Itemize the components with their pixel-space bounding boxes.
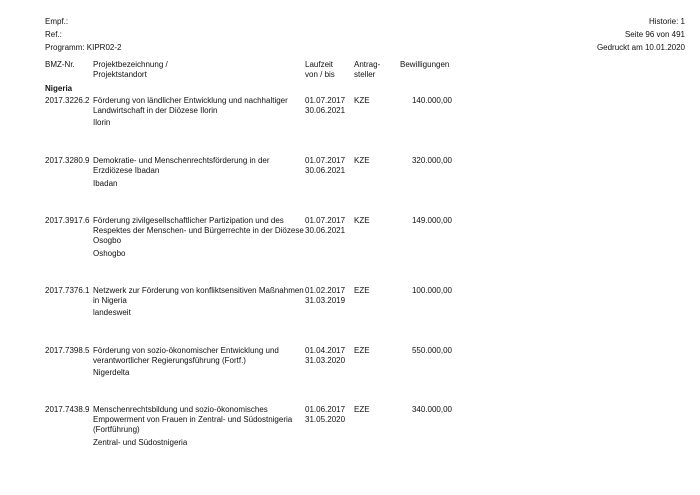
end-date: 31.05.2020	[305, 415, 346, 424]
amount: 140.000,00	[411, 96, 452, 105]
column-header-von-bis: von / bis	[305, 70, 335, 79]
end-date: 31.03.2020	[305, 356, 346, 365]
page-number: Seite 96 von 491	[624, 30, 685, 39]
start-date: 01.07.2017	[305, 96, 346, 105]
country-heading: Nigeria	[45, 84, 73, 93]
project-title: Förderung zivilgesellschaftlicher Partizipation und des Respektes der Menschen- und Bürgerrechte in der Diözese Osogbo	[93, 216, 304, 245]
column-header-laufzeit: Laufzeit	[305, 60, 334, 69]
table-row	[0, 96, 700, 156]
bmz-number: 2017.7376.1	[45, 286, 90, 295]
project-location: landesweit	[93, 308, 131, 317]
end-date: 30.06.2021	[305, 166, 346, 175]
start-date: 01.04.2017	[305, 346, 346, 355]
amount: 550.000,00	[411, 346, 452, 355]
ref-label: Ref.:	[45, 30, 62, 39]
column-header-standort: Projektstandort	[93, 70, 147, 79]
bmz-number: 2017.7438.9	[45, 405, 90, 414]
print-date: Gedruckt am 10.01.2020	[596, 43, 685, 52]
project-title: Förderung von sozio-ökonomischer Entwicklung und verantwortlicher Regierungsführung (Fortf.)	[93, 346, 279, 365]
empf-label: Empf.:	[45, 17, 69, 26]
historie-label: Historie: 1	[648, 17, 685, 26]
bmz-number: 2017.3917.6	[45, 216, 90, 225]
project-location: Ilorin	[93, 118, 111, 127]
start-date: 01.07.2017	[305, 156, 346, 165]
end-date: 30.06.2021	[305, 226, 346, 235]
project-location: Ibadan	[93, 179, 118, 188]
applicant: EZE	[354, 405, 370, 414]
start-date: 01.06.2017	[305, 405, 346, 414]
amount: 340.000,00	[411, 405, 452, 414]
project-location: Zentral- und Südostnigeria	[93, 438, 188, 447]
applicant: KZE	[354, 216, 370, 225]
applicant: EZE	[354, 286, 370, 295]
applicant: EZE	[354, 346, 370, 355]
end-date: 31.03.2019	[305, 296, 346, 305]
programm-label: Programm: KIPR02-2	[45, 43, 122, 52]
end-date: 30.06.2021	[305, 106, 346, 115]
column-header-steller: steller	[354, 70, 376, 79]
amount: 100.000,00	[411, 286, 452, 295]
column-header-antrag: Antrag-	[354, 60, 381, 69]
bmz-number: 2017.3226.2	[45, 96, 90, 105]
applicant: KZE	[354, 156, 370, 165]
column-header-bmz: BMZ-Nr.	[45, 60, 75, 69]
amount: 149.000,00	[411, 216, 452, 225]
project-location: Oshogbo	[93, 249, 126, 258]
project-location: Nigerdelta	[93, 368, 130, 377]
bmz-number: 2017.3280.9	[45, 156, 90, 165]
column-header-bezeichnung: Projektbezeichnung /	[93, 60, 168, 69]
table-row	[0, 405, 700, 465]
table-row	[0, 286, 700, 346]
table-row	[0, 156, 700, 216]
project-title: Demokratie- und Menschenrechtsförderung in der Erzdiözese Ibadan	[93, 156, 270, 175]
project-title: Menschenrechtsbildung und sozio-ökonomisches Empowerment von Frauen in Zentral- und Südostnigeria (Fortführung)	[93, 405, 293, 434]
amount: 320.000,00	[411, 156, 452, 165]
column-header-bewilligungen: Bewilligungen	[400, 60, 450, 69]
start-date: 01.02.2017	[305, 286, 346, 295]
project-title: Förderung von ländlicher Entwicklung und nachhaltiger Landwirtschaft in der Diözese Ilorin	[93, 96, 288, 115]
project-title: Netzwerk zur Förderung von konfliktsensitiven Maßnahmen in Nigeria	[93, 286, 304, 305]
start-date: 01.07.2017	[305, 216, 346, 225]
applicant: KZE	[354, 96, 370, 105]
bmz-number: 2017.7398.5	[45, 346, 90, 355]
table-row	[0, 216, 700, 276]
table-row	[0, 346, 700, 406]
